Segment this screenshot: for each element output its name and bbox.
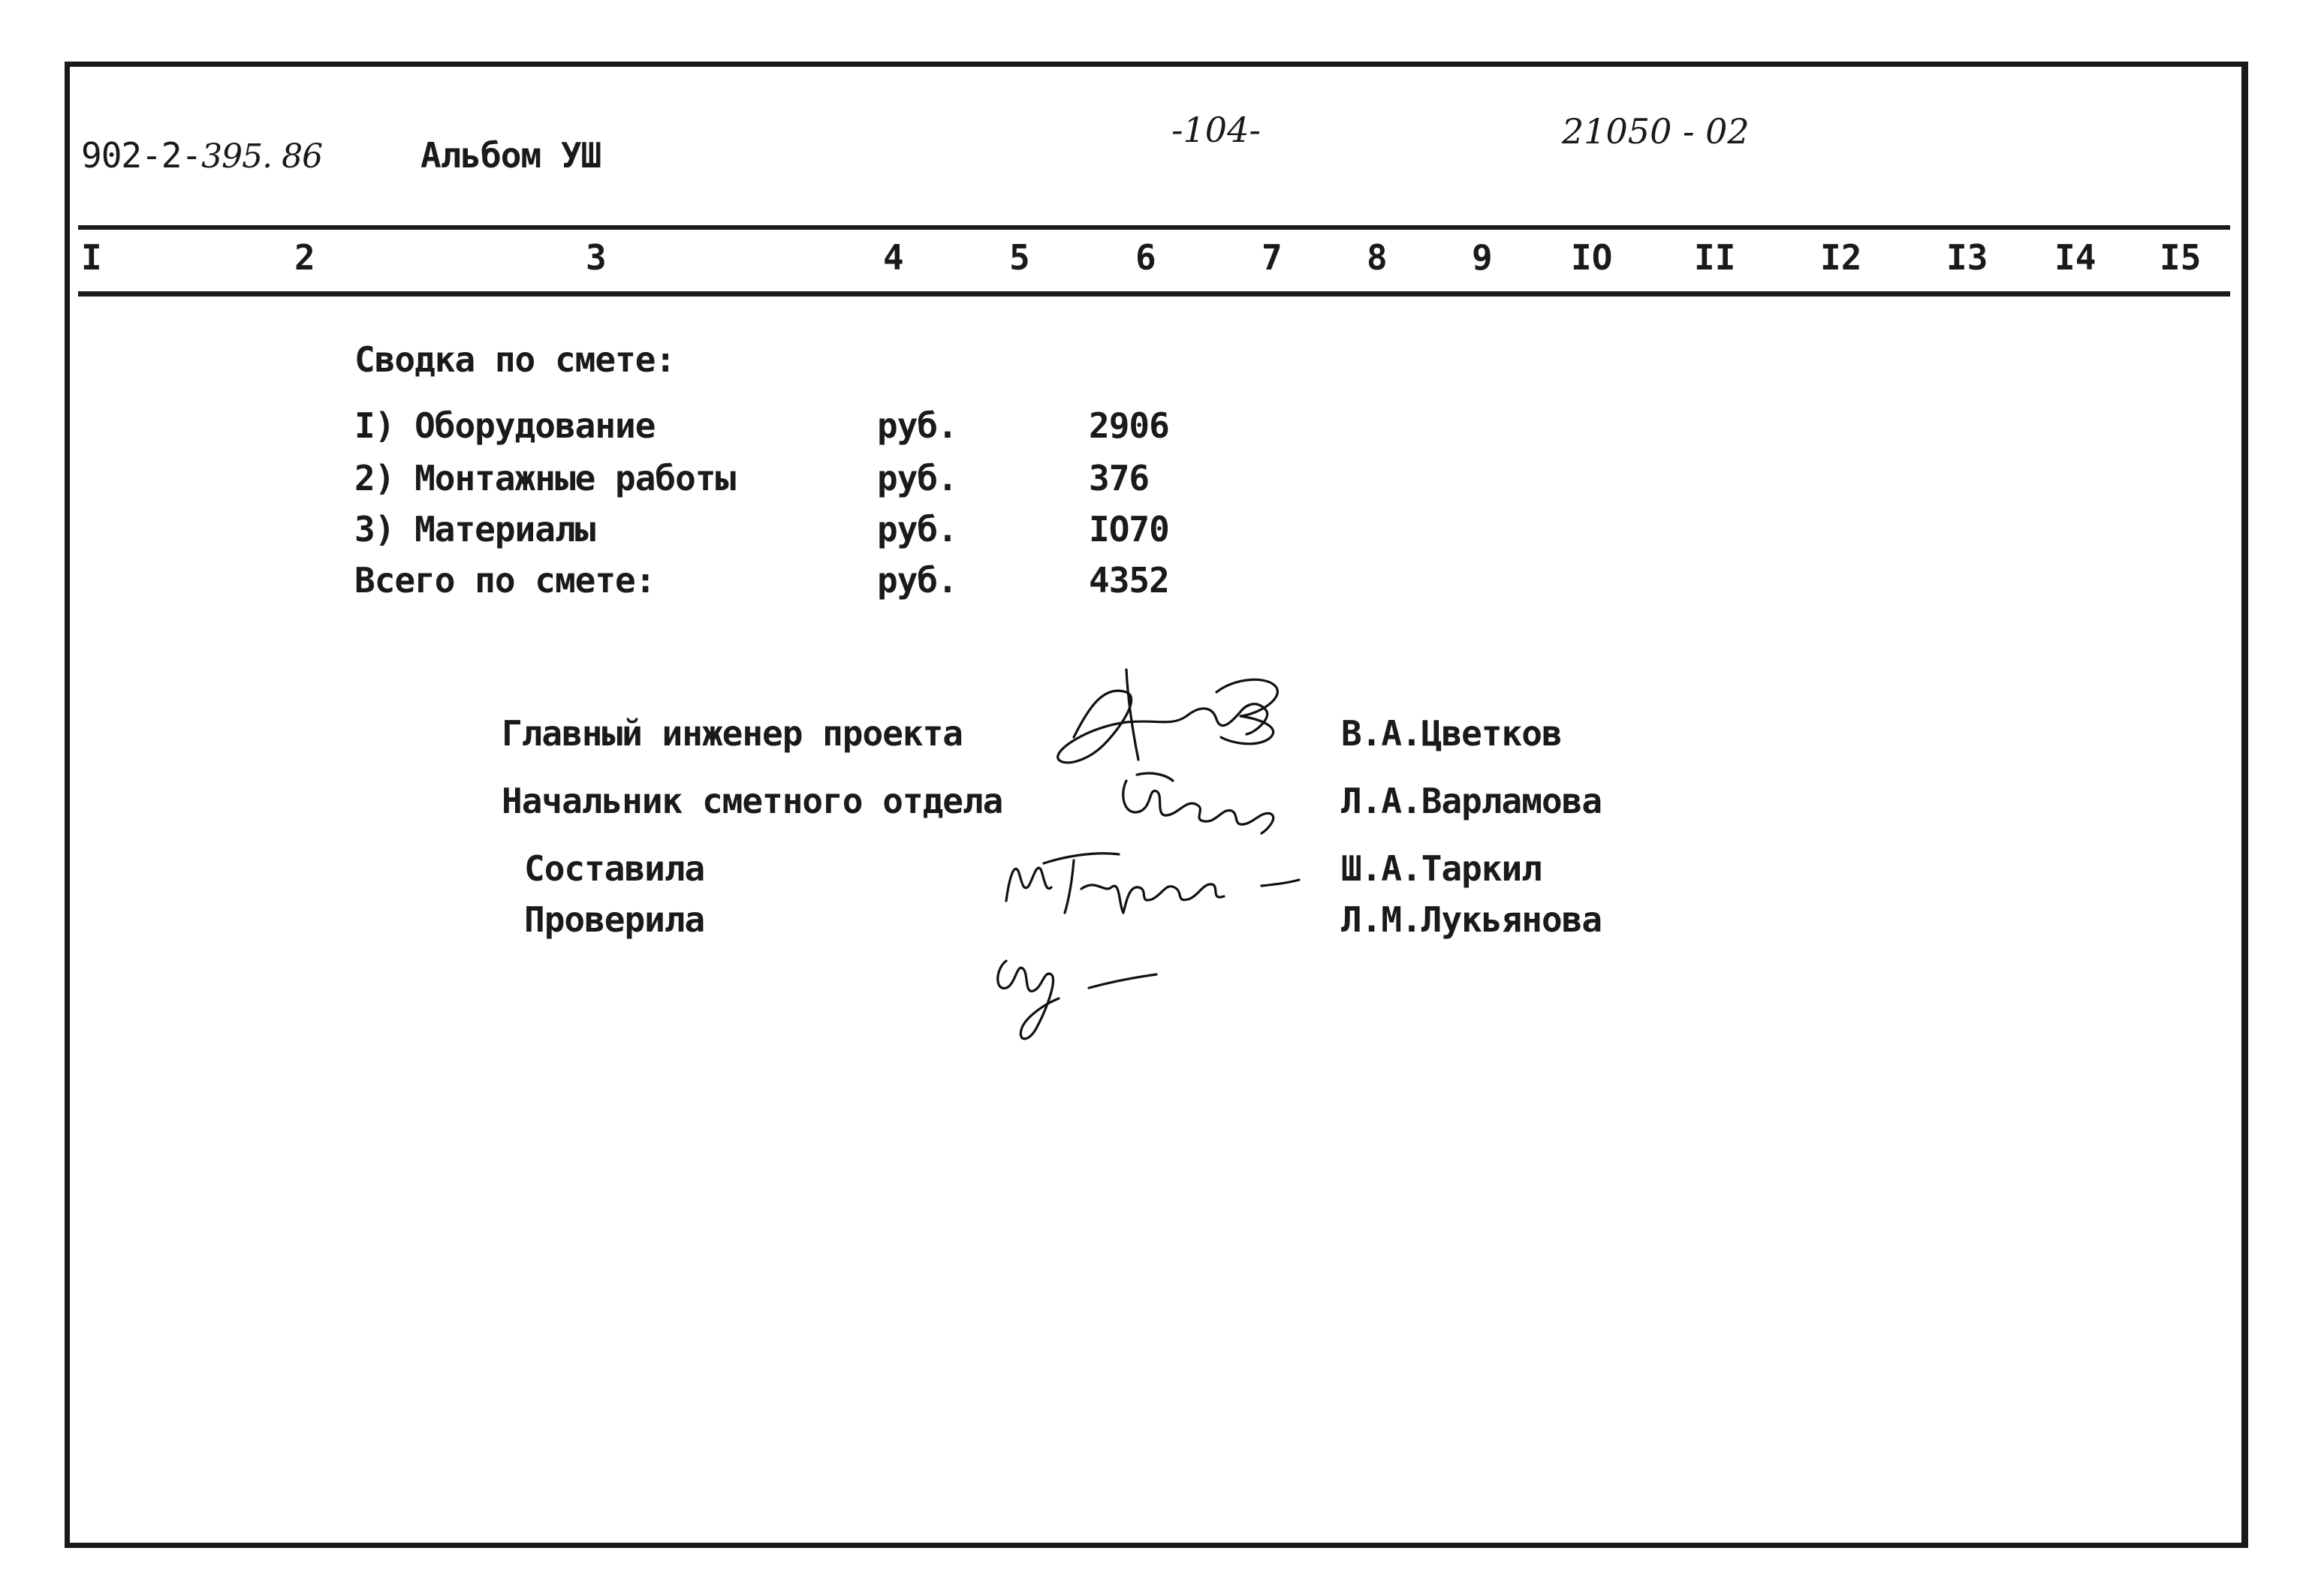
summary-row-value: 4352	[1089, 560, 1169, 601]
summary-row-value: 2906	[1089, 405, 1169, 446]
doc-code	[81, 135, 322, 176]
page-number: -104-	[1171, 110, 1261, 150]
column-number: I	[81, 237, 102, 278]
summary-row-unit: руб.	[877, 560, 957, 601]
column-number: 2	[294, 237, 315, 278]
doc-number: 21050 - 02	[1562, 111, 1750, 152]
signature-role: Главный инженер проекта	[502, 713, 963, 754]
column-number: I2	[1820, 237, 1862, 278]
signature-role: Проверила	[524, 899, 705, 940]
summary-row-value: 376	[1089, 458, 1150, 498]
summary-row-unit: руб.	[877, 458, 957, 498]
summary-title: Сводка по смете:	[354, 339, 676, 380]
summary-row-label: 3) Материалы	[354, 509, 595, 550]
signature-mark-compiler	[991, 841, 1307, 923]
signature-role: Начальник сметного отдела	[502, 781, 1003, 821]
header-rule-top	[78, 225, 2230, 230]
header-rule-bottom	[78, 291, 2230, 297]
summary-row-label: Всего по смете:	[354, 560, 656, 601]
signature-mark-checker	[976, 931, 1171, 1051]
doc-code-printed: 902-2-	[81, 135, 202, 176]
summary-row-unit: руб.	[877, 405, 957, 446]
column-number: 8	[1367, 237, 1388, 278]
signature-name: Л.М.Лукьянова	[1341, 899, 1602, 940]
column-number: IO	[1571, 237, 1613, 278]
signature-mark-chief-engineer	[1044, 655, 1299, 775]
column-number: 7	[1262, 237, 1283, 278]
column-number: 4	[883, 237, 904, 278]
summary-row-unit: руб.	[877, 509, 957, 550]
summary-row-label: 2) Монтажные работы	[354, 458, 736, 498]
column-number: I5	[2160, 237, 2202, 278]
column-number: II	[1694, 237, 1736, 278]
column-number: 5	[1009, 237, 1030, 278]
summary-row-value: IO70	[1089, 509, 1169, 550]
column-number: 6	[1135, 237, 1156, 278]
signature-name: Ш.А.Таркил	[1341, 848, 1542, 889]
album-label: Альбом УШ	[421, 135, 601, 176]
signature-name: В.А.Цветков	[1341, 713, 1562, 754]
signature-role: Составила	[524, 848, 705, 889]
column-number: I4	[2054, 237, 2097, 278]
column-number: 9	[1472, 237, 1493, 278]
signature-mark-estimate-head	[1104, 766, 1299, 841]
summary-row-label: I) Оборудование	[354, 405, 656, 446]
doc-code-handwritten: 395. 86	[201, 137, 323, 176]
signature-name: Л.А.Варламова	[1341, 781, 1602, 821]
column-number: I3	[1946, 237, 1988, 278]
column-number: 3	[586, 237, 607, 278]
